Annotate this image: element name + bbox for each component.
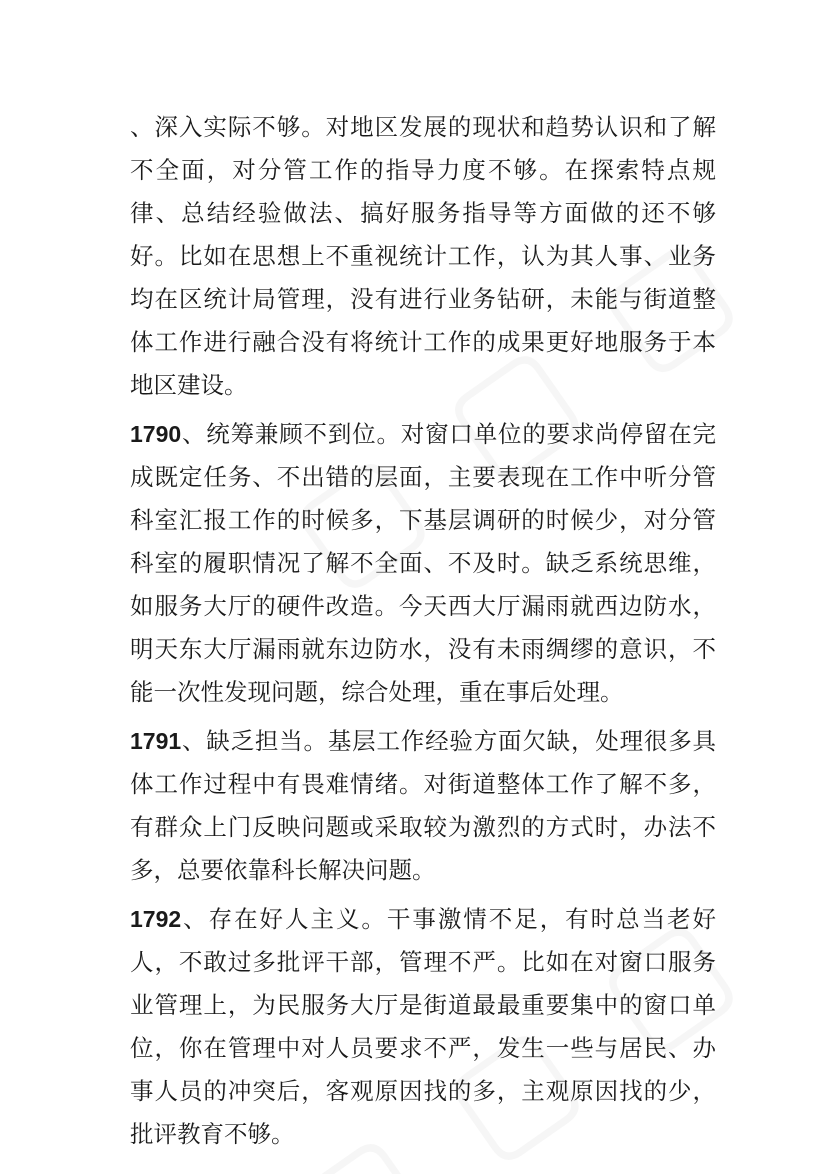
paragraph: [130, 106, 716, 407]
item-number: 1790: [130, 421, 182, 447]
item-number: 1792: [130, 906, 182, 932]
paragraph-text: 、缺乏担当。基层工作经验方面欠缺，处理很多具体工作过程中有畏难情绪。对街道整体工作了解不多，有群众上门反映问题或采取较为激烈的方式时，办法不多，总要依靠科长解决问题。: [130, 727, 716, 884]
item-number: 1791: [130, 728, 182, 754]
paragraph-text: 、深入实际不够。对地区发展的现状和趋势认识和了解不全面，对分管工作的指导力度不够。在探索特点规律、总结经验做法、搞好服务指导等方面做的还不够好。比如在思想上不重视统计工作，认为其人事、业务均在区统计局管理，没有进行业务钻研，未能与街道整体工作进行融合没有将统计工作的成果更好地服务于本地区建设。: [130, 113, 716, 399]
document-body: [130, 106, 716, 1162]
paragraph: [130, 413, 716, 714]
paragraph-text: 、存在好人主义。干事激情不足，有时总当老好人，不敢过多批评干部，管理不严。比如在对窗口服务业管理上，为民服务大厅是街道最最重要集中的窗口单位，你在管理中对人员要求不严，发生一些与居民、办事人员的冲突后，客观原因找的多，主观原因找的少，批评教育不够。: [130, 905, 716, 1148]
paragraph-text: 、统筹兼顾不到位。对窗口单位的要求尚停留在完成既定任务、不出错的层面，主要表现在工作中听分管科室汇报工作的时候多，下基层调研的时候少，对分管科室的履职情况了解不全面、不及时。缺乏系统思维，如服务大厅的硬件改造。今天西大厅漏雨就西边防水，明天东大厅漏雨就东边防水，没有未雨绸缪的意识，不能一次性发现问题，综合处理，重在事后处理。: [130, 420, 716, 706]
paragraph: [130, 898, 716, 1156]
paragraph: [130, 720, 716, 892]
